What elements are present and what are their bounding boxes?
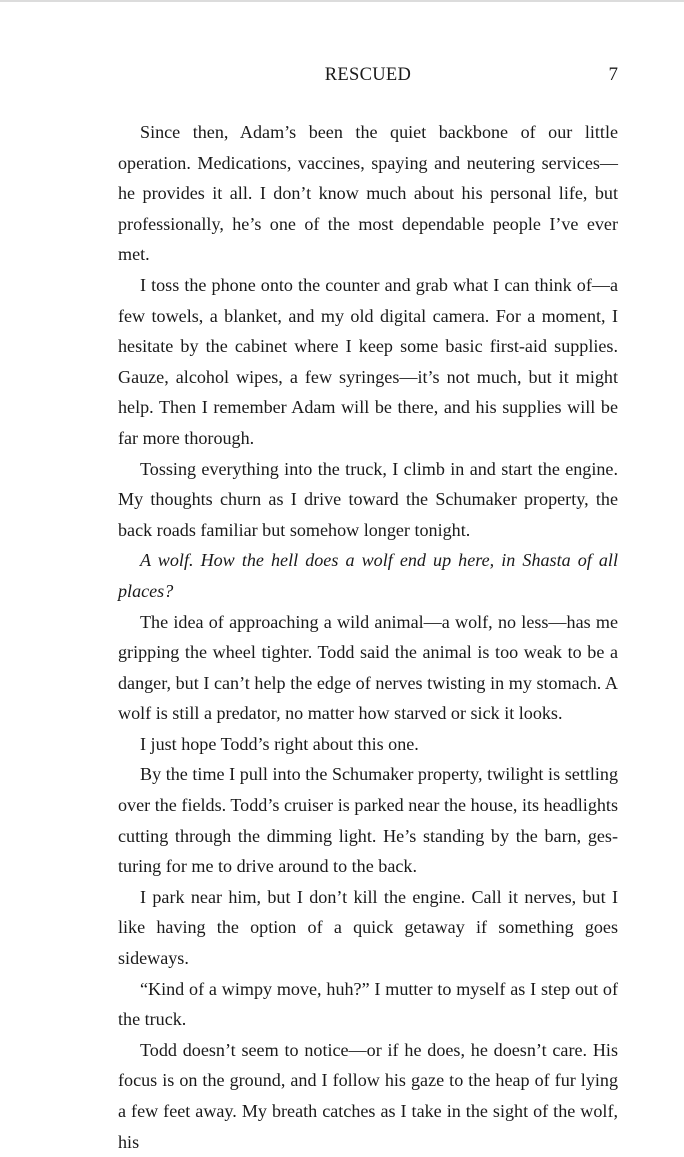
page-top-edge	[0, 0, 684, 2]
paragraph: I toss the phone onto the counter and grab what I can think of—a few towels, a blanket, and my old digital camera. For a moment, I hesitate by the cabinet where I keep some basic first-aid supplies. Gauze, alcohol wipes, a few syringes—it’s not much, but it might help. Then I remember Adam will be there, and his supplies will be far more thorough.	[118, 274, 618, 448]
paragraph: Since then, Adam’s been the quiet backbone of our little operation. Medications, vaccines, spaying and neutering services—he provides it all. I don’t know much about his personal life, but professionally, he’s one of the most dependable people I’ve ever met.	[118, 122, 618, 265]
paragraph: Tossing everything into the truck, I climb in and start the engine. My thoughts churn as I drive toward the Schumaker property, the back roads familiar but somehow longer tonight.	[118, 458, 618, 540]
paragraph: “Kind of a wimpy move, huh?” I mutter to myself as I step out of the truck.	[118, 978, 618, 1030]
running-title: RESCUED	[324, 65, 412, 85]
paragraph: Todd doesn’t seem to notice—or if he does, he doesn’t care. His focus is on the ground, and I follow his gaze to the heap of fur lying a few feet away. My breath catches as I take in the sight of the wolf, his	[118, 1039, 618, 1152]
paragraph: I park near him, but I don’t kill the engine. Call it nerves, but I like having the option of a quick getaway if something goes sideways.	[118, 886, 618, 969]
paragraph: The idea of approaching a wild animal—a wolf, no less—has me gripping the wheel tighter. Todd said the animal is too weak to be a danger, but I can’t help the edge of nerves twisting in my stomach. A wolf is still a predator, no matter how starved or sick it looks.	[118, 611, 618, 724]
italic-thought-paragraph: A wolf. How the hell does a wolf end up here, in Shasta of all places?	[118, 550, 618, 601]
paragraph: I just hope Todd’s right about this one.	[140, 733, 419, 754]
running-header	[118, 62, 618, 88]
body-text	[118, 117, 618, 1157]
page-number: 7	[608, 64, 618, 85]
paragraph: By the time I pull into the Schumaker property, twilight is settling over the fields. Todd’s cruiser is parked near the house, its headlights cutting through the dimming light. He’s standing by the barn, gesturing for me to drive around to the back.	[118, 764, 618, 877]
